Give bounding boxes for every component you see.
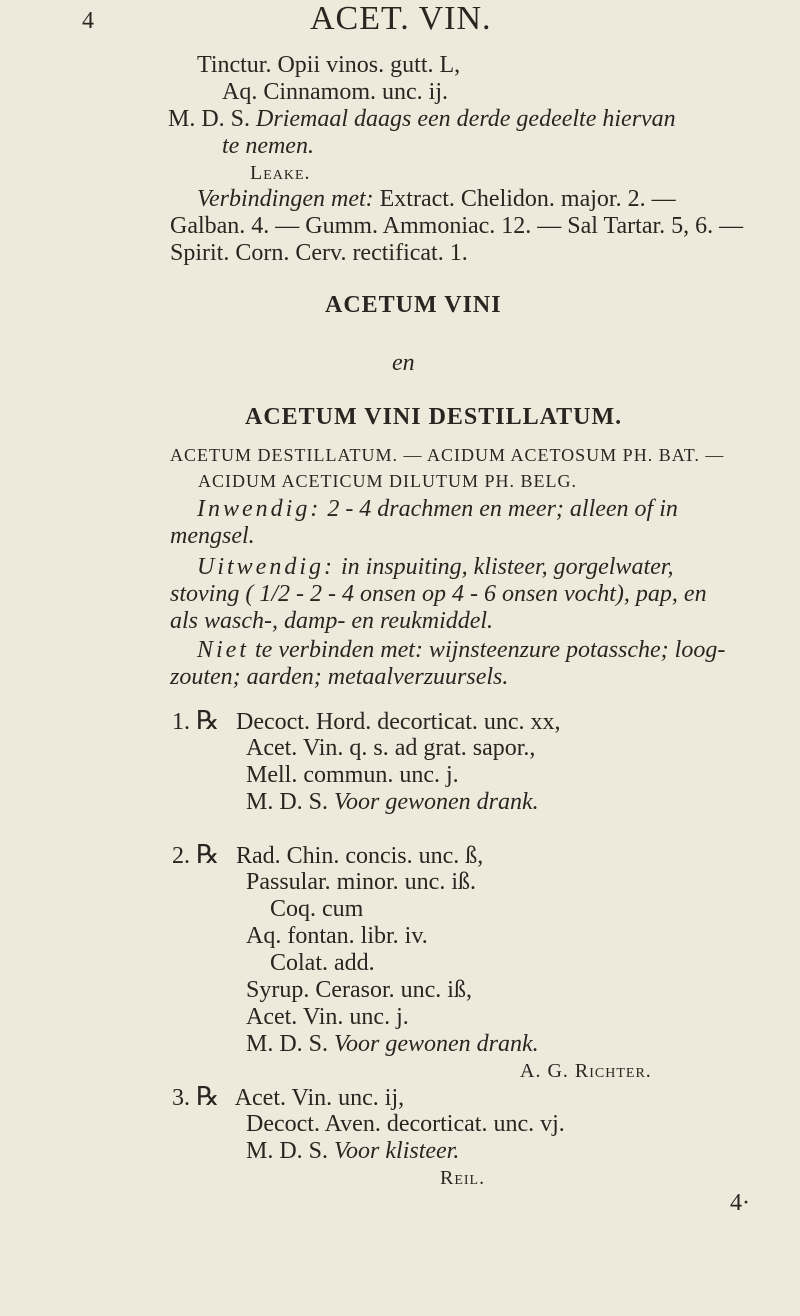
running-title: ACET. VIN. xyxy=(310,0,492,37)
prev-author: Leake. xyxy=(250,162,311,184)
niet-line-2: zouten; aarden; metaalverzuursels. xyxy=(170,664,509,690)
prev-line-1: Tinctur. Opii vinos. gutt. L, xyxy=(197,52,461,78)
recipe-1-first-line: 1. ℞ Decoct. Hord. decorticat. unc. xx, xyxy=(172,706,561,735)
prev-line-3: M. D. S. Driemaal daags een derde gedeelte hiervan xyxy=(168,106,676,132)
recipe-2-line-5: Colat. add. xyxy=(270,950,375,976)
prev-line-2: Aq. Cinnamom. unc. ij. xyxy=(222,79,448,105)
recipe-1-line-2: Acet. Vin. q. s. ad grat. sapor., xyxy=(246,735,536,761)
page-number: 4 xyxy=(82,8,94,34)
inwendig-line-1: Inwendig: 2 - 4 drachmen en meer; alleen of in xyxy=(197,496,678,522)
recipe-2-author: A. G. Richter. xyxy=(520,1060,652,1082)
section-en: en xyxy=(392,350,415,376)
signature-mark: 4· xyxy=(730,1190,750,1216)
recipe-icon: ℞ xyxy=(196,1082,220,1111)
recipe-2-line-3: Coq. cum xyxy=(270,896,364,922)
verbindingen-line-3: Spirit. Corn. Cerv. rectificat. 1. xyxy=(170,240,468,266)
recipe-2-line-2: Passular. minor. unc. iß. xyxy=(246,869,476,895)
section-title-2: ACETUM VINI DESTILLATUM. xyxy=(245,404,623,430)
synonyms-line-2: ACIDUM ACETICUM DILUTUM PH. BELG. xyxy=(198,471,577,491)
recipe-3-signature: M. D. S. Voor klisteer. xyxy=(246,1138,460,1164)
recipe-2-line-4: Aq. fontan. libr. iv. xyxy=(246,923,428,949)
recipe-2-line-6: Syrup. Cerasor. unc. iß, xyxy=(246,977,472,1003)
prev-line-4: te nemen. xyxy=(222,133,314,159)
recipe-2-signature: M. D. S. Voor gewonen drank. xyxy=(246,1031,539,1057)
verbindingen-line-2: Galban. 4. — Gumm. Ammoniac. 12. — Sal Tartar. 5, 6. — xyxy=(170,213,744,239)
niet-line-1: Niet te verbinden met: wijnsteenzure potassche; loog- xyxy=(197,637,726,663)
recipe-2-first-line: 2. ℞ Rad. Chin. concis. unc. ß, xyxy=(172,840,484,869)
recipe-icon: ℞ xyxy=(196,706,220,735)
synonyms-line-1: ACETUM DESTILLATUM. — ACIDUM ACETOSUM PH. BAT. — xyxy=(170,445,725,465)
recipe-3-first-line: 3. ℞ Acet. Vin. unc. ij, xyxy=(172,1082,405,1111)
uitwendig-line-1: Uitwendig: in inspuiting, klisteer, gorgelwater, xyxy=(197,554,674,580)
uitwendig-line-3: als wasch-, damp- en reukmiddel. xyxy=(170,608,494,634)
recipe-3-author: Reil. xyxy=(440,1167,486,1189)
recipe-1-signature: M. D. S. Voor gewonen drank. xyxy=(246,789,539,815)
recipe-1-line-3: Mell. commun. unc. j. xyxy=(246,762,459,788)
recipe-icon: ℞ xyxy=(196,840,220,869)
verbindingen-line-1: Verbindingen met: Extract. Chelidon. major. 2. — xyxy=(197,186,676,212)
recipe-2-line-7: Acet. Vin. unc. j. xyxy=(246,1004,409,1030)
recipe-3-line-2: Decoct. Aven. decorticat. unc. vj. xyxy=(246,1111,565,1137)
section-title-1: ACETUM VINI xyxy=(325,292,502,318)
uitwendig-line-2: stoving ( 1/2 - 2 - 4 onsen op 4 - 6 onsen vocht), pap, en xyxy=(170,581,707,607)
inwendig-line-2: mengsel. xyxy=(170,523,255,549)
